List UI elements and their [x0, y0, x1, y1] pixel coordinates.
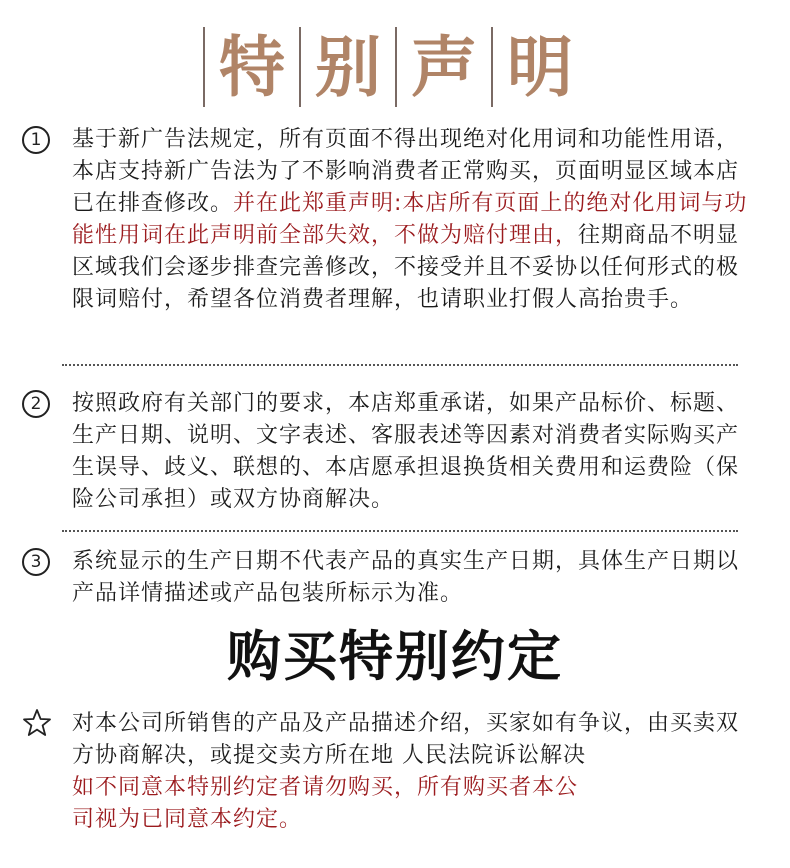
dotted-divider: [62, 530, 738, 532]
title-char: 声: [395, 27, 491, 107]
circled-number-1: 1: [22, 126, 50, 154]
page-title: [0, 22, 790, 112]
agreement-title: 购买特别约定: [227, 624, 563, 688]
agreement-text: [72, 708, 752, 836]
star-outline-icon: [22, 708, 52, 738]
notice-text-highlight: 并在此郑重声明:本店所有页面上的绝对化用词与功能性用词在此声明前全部失效，不做为赔付理由，: [72, 191, 748, 248]
dotted-divider: [62, 364, 738, 366]
notice-text-normal: 往期商品不明显区域我们会逐步排查完善修改，不接受并且不妥协以任何形式的极限词赔付，希望各位消费者理解，也请职业打假人高抬贵手。: [72, 223, 740, 312]
title-char: 明: [491, 27, 587, 107]
agreement-text-highlight: 如不同意本特别约定者请勿购买，所有购买者本公司视为已同意本约定。: [72, 775, 579, 832]
circled-number-3: 3: [22, 548, 50, 576]
notice-text-1: [72, 124, 752, 316]
notice-text-2: 按照政府有关部门的要求，本店郑重承诺，如果产品标价、标题、生产日期、说明、文字表述、客服表述等因素对消费者实际购买产生误导、歧义、联想的、本店愿承担退换货相关费用和运费险（保险公司承担）或双方协商解决。: [72, 391, 740, 512]
agreement-text-normal: 对本公司所销售的产品及产品描述介绍，买家如有争议，由买卖双方协商解决，或提交卖方所在地 人民法院诉讼解决: [72, 711, 740, 768]
notice-text-3: 系统显示的生产日期不代表产品的真实生产日期，具体生产日期以产品详情描述或产品包装所标示为准。: [72, 549, 740, 606]
notice-text-normal: 基于新广告法规定，所有页面不得出现绝对化用词和功能性用语，本店支持新广告法为了不影响消费者正常购买，页面明显区域本店已在排查修改。: [72, 127, 740, 216]
circled-number-2: 2: [22, 390, 50, 418]
title-char: 特: [203, 27, 299, 107]
title-char: 别: [299, 27, 395, 107]
